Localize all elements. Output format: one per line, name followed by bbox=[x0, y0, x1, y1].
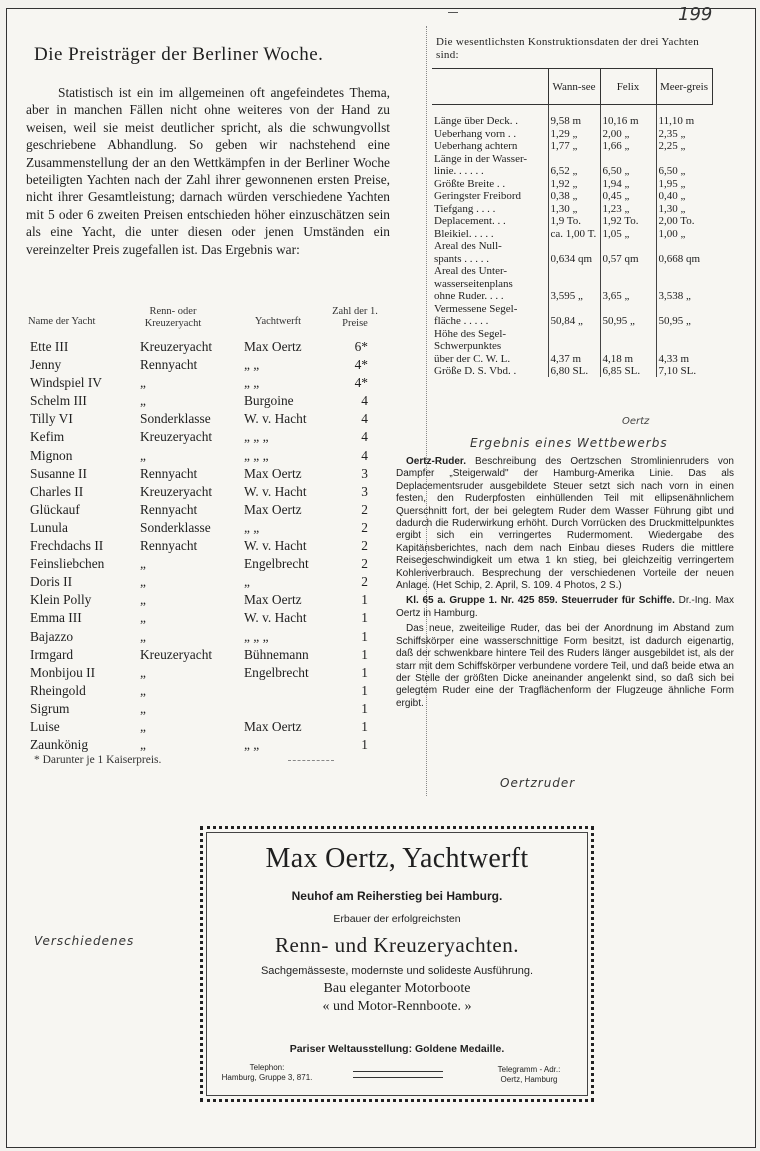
yacht-type: Kreuzeryacht bbox=[140, 646, 213, 662]
prize-count: 1 bbox=[361, 718, 368, 734]
construction-label: Deplacement. . . bbox=[434, 215, 506, 227]
prize-count: 2 bbox=[361, 501, 368, 517]
yacht-yard: „ „ „ bbox=[244, 429, 269, 445]
ad-title: Max Oertz, Yachtwerft bbox=[265, 843, 529, 874]
construction-label: ohne Ruder. . . . bbox=[434, 290, 504, 302]
yacht-yard: Max Oertz bbox=[244, 592, 302, 608]
prize-count: 1 bbox=[361, 628, 368, 644]
yacht-name: Mignon bbox=[30, 447, 73, 463]
construction-value: 6,50 „ bbox=[600, 165, 656, 178]
yacht-yard: „ „ bbox=[244, 519, 260, 535]
construction-value bbox=[548, 277, 600, 290]
yacht-type: „ bbox=[140, 556, 146, 572]
construction-value bbox=[656, 327, 712, 340]
yacht-type: „ bbox=[140, 610, 146, 626]
construction-value: 7,10 SL. bbox=[656, 365, 712, 378]
yacht-type: Kreuzeryacht bbox=[140, 429, 213, 445]
construction-value: 1,23 „ bbox=[600, 202, 656, 215]
yacht-type: Rennyacht bbox=[140, 357, 198, 373]
column-wannsee: Wann-see bbox=[548, 69, 600, 105]
abstract-title: Oertz-Ruder. bbox=[406, 456, 467, 467]
construction-label: Ueberhang achtern bbox=[434, 140, 518, 152]
yacht-yard: Max Oertz bbox=[244, 718, 302, 734]
construction-row bbox=[432, 115, 712, 128]
intro-text: Statistisch ist ein im allgemeinen oft angefeindetes Thema, aber in manchen Fällen nicht ohne weiteres von der Hand zu weisen, weil sie meist deutlicher spricht, als die schwungvollst geschriebene Abhandlung. So geben wir nachstehend eine Zusammenstellung der an den Wettkämpfen in der Berliner Woche beteiligten Yachten nach der Zahl ihrer gewonnenen ersten Preise, nicht ihrer Gesamtleistung; darnach würden verschiedene Yachten mit 5 oder 6 zweiten Preisen entschieden höher einzuschätzen sein als eine Yacht, die unter diesen oder jenen Umständen ein vereinzelter Preis zugefallen ist. Das Ergebnis war: bbox=[26, 85, 390, 257]
yacht-type: „ bbox=[140, 393, 146, 409]
construction-value: 1,29 „ bbox=[548, 127, 600, 140]
construction-value bbox=[656, 340, 712, 353]
yacht-yard: W. v. Hacht bbox=[244, 483, 307, 499]
construction-value bbox=[548, 240, 600, 253]
construction-row bbox=[432, 177, 712, 190]
prize-count: 4* bbox=[354, 375, 368, 391]
construction-label: Areal des Unter- bbox=[434, 265, 508, 277]
yacht-yard: Engelbrecht bbox=[244, 664, 309, 680]
construction-value: 0,38 „ bbox=[548, 190, 600, 203]
telegram-label: Telegramm - Adr.: bbox=[497, 1065, 561, 1074]
yacht-name: Kefim bbox=[30, 429, 65, 445]
construction-value: 3,65 „ bbox=[600, 290, 656, 303]
ranking-table bbox=[28, 339, 390, 755]
yacht-yard: W. v. Hacht bbox=[244, 538, 307, 554]
ranking-row bbox=[28, 429, 390, 447]
construction-value bbox=[600, 340, 656, 353]
construction-value: 2,00 To. bbox=[656, 215, 712, 228]
top-mark bbox=[448, 12, 458, 13]
abstract-oertz-ruder bbox=[396, 456, 734, 592]
ad-ornament-rule bbox=[353, 1071, 443, 1078]
intro-paragraph bbox=[26, 84, 390, 258]
construction-value: 6,85 SL. bbox=[600, 365, 656, 378]
yacht-yard: Bühnemann bbox=[244, 646, 309, 662]
ranking-row bbox=[28, 647, 390, 665]
construction-value: 0,45 „ bbox=[600, 190, 656, 203]
construction-row bbox=[432, 190, 712, 203]
construction-value: 1,30 „ bbox=[548, 202, 600, 215]
construction-value: 10,16 m bbox=[600, 115, 656, 128]
yacht-yard: Max Oertz bbox=[244, 339, 302, 354]
construction-row bbox=[432, 240, 712, 253]
construction-label: Vermessene Segel- bbox=[434, 302, 518, 315]
ranking-row bbox=[28, 592, 390, 610]
yacht-name: Luise bbox=[30, 718, 60, 734]
yacht-name: Lunula bbox=[30, 519, 68, 535]
construction-value bbox=[600, 302, 656, 315]
yacht-yard: Burgoine bbox=[244, 393, 294, 409]
ad-tagline: Sachgemässeste, modernste und solideste Ausführung. bbox=[260, 965, 534, 977]
construction-row bbox=[432, 215, 712, 228]
yacht-yard: Max Oertz bbox=[244, 465, 302, 481]
construction-value: 11,10 m bbox=[656, 115, 712, 128]
handwritten-verschiedenes: Verschiedenes bbox=[34, 934, 135, 948]
ad-builder: Erbauer der erfolgreichsten bbox=[333, 913, 461, 925]
construction-value bbox=[656, 277, 712, 290]
construction-value bbox=[548, 327, 600, 340]
prize-count: 1 bbox=[361, 664, 368, 680]
yacht-type: Kreuzeryacht bbox=[140, 483, 213, 499]
yacht-name: Bajazzo bbox=[30, 628, 74, 644]
ranking-row bbox=[28, 665, 390, 683]
construction-label: Höhe des Segel- bbox=[434, 327, 507, 340]
construction-label: Geringster Freibord bbox=[434, 190, 522, 202]
ranking-row bbox=[28, 520, 390, 538]
construction-row bbox=[432, 315, 712, 328]
construction-value bbox=[548, 265, 600, 278]
construction-value bbox=[656, 302, 712, 315]
construction-row bbox=[432, 165, 712, 178]
yacht-name: Zaunkönig bbox=[30, 737, 89, 753]
ranking-row bbox=[28, 701, 390, 719]
patent-inventor: Dr.-Ing. Max Oertz in Hamburg. bbox=[396, 595, 734, 619]
construction-value: 1,66 „ bbox=[600, 140, 656, 153]
ad-motorboats: Bau eleganter Motorboote bbox=[323, 981, 471, 996]
page-number: 199 bbox=[678, 4, 713, 25]
yacht-name: Doris II bbox=[30, 574, 73, 590]
construction-value: 3,595 „ bbox=[548, 290, 600, 303]
yacht-type: „ bbox=[140, 628, 146, 644]
prize-count: 2 bbox=[361, 574, 368, 590]
yacht-type: Sonderklasse bbox=[140, 519, 211, 535]
construction-value: 0,634 qm bbox=[548, 252, 600, 265]
telegram-value: Oertz, Hamburg bbox=[500, 1075, 558, 1084]
prize-count: 4 bbox=[361, 411, 368, 427]
table-note: Oertz bbox=[622, 416, 650, 427]
construction-label: Areal des Null- bbox=[434, 240, 502, 252]
ad-telephone bbox=[219, 1063, 315, 1083]
construction-value: 1,9 To. bbox=[548, 215, 600, 228]
construction-value: 50,95 „ bbox=[656, 315, 712, 328]
yacht-name: Ette III bbox=[30, 339, 69, 354]
yacht-name: Klein Polly bbox=[30, 592, 92, 608]
construction-value bbox=[656, 265, 712, 278]
construction-value: 4,18 m bbox=[600, 352, 656, 365]
prize-count: 2 bbox=[361, 556, 368, 572]
handwritten-ergebnis: Ergebnis eines Wettbewerbs bbox=[470, 436, 668, 450]
construction-label: Tiefgang . . . . bbox=[434, 202, 496, 215]
ranking-row bbox=[28, 574, 390, 592]
yacht-yard: W. v. Hacht bbox=[244, 411, 307, 427]
ranking-row bbox=[28, 610, 390, 628]
construction-row bbox=[432, 127, 712, 140]
yacht-name: Charles II bbox=[30, 483, 84, 499]
construction-label: Schwerpunktes bbox=[434, 340, 502, 352]
yacht-yard: „ „ „ bbox=[244, 628, 269, 644]
yacht-name: Rheingold bbox=[30, 682, 86, 698]
yacht-type: „ bbox=[140, 664, 146, 680]
prize-count: 2 bbox=[361, 519, 368, 535]
construction-label: Größte Breite . . bbox=[434, 177, 506, 190]
construction-row bbox=[432, 290, 712, 303]
tel-value: Hamburg, Gruppe 3, 871. bbox=[221, 1073, 313, 1082]
column-meergreis: Meer-greis bbox=[656, 69, 712, 105]
prize-count: 4 bbox=[361, 447, 368, 463]
yacht-type: Rennyacht bbox=[140, 465, 198, 481]
ad-medal: Pariser Weltausstellung: Goldene Medaille. bbox=[289, 1043, 505, 1055]
construction-value: 1,30 „ bbox=[656, 202, 712, 215]
yacht-name: Feinsliebchen bbox=[30, 556, 105, 572]
construction-label: Ueberhang vorn . . bbox=[434, 127, 517, 140]
ad-telegram bbox=[479, 1065, 579, 1085]
yacht-yard: „ „ bbox=[244, 737, 260, 753]
prize-count: 1 bbox=[361, 700, 368, 716]
construction-value: 9,58 m bbox=[548, 115, 600, 128]
construction-label: Größe D. S. Vbd. . bbox=[434, 365, 517, 377]
construction-value bbox=[548, 340, 600, 353]
handwritten-oertzruder: Oertzruder bbox=[500, 776, 576, 790]
ranking-row bbox=[28, 719, 390, 737]
yacht-type: Sonderklasse bbox=[140, 411, 211, 427]
yacht-name: Windspiel IV bbox=[30, 375, 102, 391]
construction-row bbox=[432, 265, 712, 278]
construction-row bbox=[432, 152, 712, 165]
yacht-yard: „ „ bbox=[244, 375, 260, 391]
prize-count: 1 bbox=[361, 682, 368, 698]
construction-value: 1,95 „ bbox=[656, 177, 712, 190]
footnote-rule bbox=[288, 760, 334, 761]
yacht-type: Kreuzeryacht bbox=[140, 339, 213, 354]
ranking-row bbox=[28, 538, 390, 556]
construction-value bbox=[600, 277, 656, 290]
construction-value: 50,95 „ bbox=[600, 315, 656, 328]
yacht-yard: „ „ bbox=[244, 357, 260, 373]
ranking-footnote: * Darunter je 1 Kaiserpreis. bbox=[34, 754, 162, 766]
ranking-row bbox=[28, 466, 390, 484]
ad-yachts: Renn- und Kreuzeryachten. bbox=[275, 933, 519, 957]
construction-label: Länge über Deck. . bbox=[434, 115, 518, 127]
tel-label: Telephon: bbox=[249, 1063, 285, 1072]
prize-count: 3 bbox=[361, 483, 368, 499]
construction-value: 1,05 „ bbox=[600, 227, 656, 240]
prize-count: 2 bbox=[361, 538, 368, 554]
construction-row bbox=[432, 340, 712, 353]
ranking-row bbox=[28, 502, 390, 520]
construction-value: 2,25 „ bbox=[656, 140, 712, 153]
ad-racing-motorboats: « und Motor-Rennboote. » bbox=[322, 999, 472, 1014]
yacht-type: Rennyacht bbox=[140, 538, 198, 554]
article-heading: Die Preisträger der Berliner Woche. bbox=[34, 44, 324, 65]
construction-label: über der C. W. L. bbox=[434, 352, 511, 365]
yacht-type: „ bbox=[140, 574, 146, 590]
yacht-yard: Engelbrecht bbox=[244, 556, 309, 572]
patent-description: Das neue, zweiteilige Ruder, das bei der Anordnung im Abstand zum Schiffskörper eine wasserschnittige Form besitzt, ist dadurch eigenartig, daß der schwenkbare hintere Teil des Ruders länger ausgebildet ist, als der starr mit dem Schiffskörper verbundene vordere Teil, und daß beide etwa an der Stelle der größten Dicke aneinander angelenkt sind, so daß sich bei gelegtem Ruder eine der Tragflächenform der Flugzeuge ähnliche Form ergibt. bbox=[396, 623, 734, 709]
construction-value: 0,57 qm bbox=[600, 252, 656, 265]
construction-row bbox=[432, 327, 712, 340]
yacht-yard: „ „ „ bbox=[244, 447, 269, 463]
yacht-name: Irmgard bbox=[30, 646, 74, 662]
construction-value: 4,37 m bbox=[548, 352, 600, 365]
yacht-type: „ bbox=[140, 700, 146, 716]
construction-value: 3,538 „ bbox=[656, 290, 712, 303]
construction-value bbox=[656, 152, 712, 165]
construction-value: 2,35 „ bbox=[656, 127, 712, 140]
spacer-row bbox=[432, 105, 712, 115]
construction-label: Bleikiel. . . . . bbox=[434, 227, 494, 240]
yacht-name: Jenny bbox=[30, 357, 62, 373]
patent-entry bbox=[396, 595, 734, 620]
prize-count: 3 bbox=[361, 465, 368, 481]
construction-value bbox=[600, 265, 656, 278]
yacht-type: „ bbox=[140, 718, 146, 734]
construction-value: 50,84 „ bbox=[548, 315, 600, 328]
construction-row bbox=[432, 365, 712, 378]
construction-row bbox=[432, 140, 712, 153]
construction-corner bbox=[432, 69, 548, 105]
header-yard: Yachtwerft bbox=[254, 316, 302, 327]
construction-table bbox=[432, 68, 713, 377]
prize-count: 1 bbox=[361, 737, 368, 753]
header-prizes: Zahl der 1. Preise bbox=[332, 306, 378, 329]
yacht-name: Tilly VI bbox=[30, 411, 73, 427]
construction-row bbox=[432, 302, 712, 315]
ranking-row bbox=[28, 556, 390, 574]
construction-label: linie. . . . . . bbox=[434, 165, 484, 177]
yacht-name: Monbijou II bbox=[30, 664, 96, 680]
construction-label: Länge in der Wasser- bbox=[434, 152, 528, 165]
construction-value: 4,33 m bbox=[656, 352, 712, 365]
ad-location: Neuhof am Reiherstieg bei Hamburg. bbox=[291, 889, 503, 903]
ranking-row bbox=[28, 375, 390, 393]
yacht-type: Rennyacht bbox=[140, 501, 198, 517]
construction-value: 2,00 „ bbox=[600, 127, 656, 140]
ranking-row bbox=[28, 484, 390, 502]
construction-row bbox=[432, 252, 712, 265]
yacht-type: „ bbox=[140, 375, 146, 391]
prize-count: 6* bbox=[354, 339, 368, 354]
construction-value: 1,77 „ bbox=[548, 140, 600, 153]
yacht-type: „ bbox=[140, 592, 146, 608]
construction-value: 1,94 „ bbox=[600, 177, 656, 190]
ranking-row bbox=[28, 629, 390, 647]
construction-row bbox=[432, 202, 712, 215]
construction-value: 0,668 qm bbox=[656, 252, 712, 265]
construction-value bbox=[548, 302, 600, 315]
construction-value: 0,40 „ bbox=[656, 190, 712, 203]
prize-count: 1 bbox=[361, 610, 368, 626]
header-name: Name der Yacht bbox=[28, 316, 96, 327]
column-felix: Felix bbox=[600, 69, 656, 105]
yacht-name: Frechdachs II bbox=[30, 538, 104, 554]
construction-value: 1,92 To. bbox=[600, 215, 656, 228]
patent-title: Kl. 65 a. Gruppe 1. Nr. 425 859. Steuerruder für Schiffe. bbox=[406, 595, 675, 607]
yacht-name: Glückauf bbox=[30, 501, 80, 517]
yacht-yard: W. v. Hacht bbox=[244, 610, 307, 626]
yacht-name: Sigrum bbox=[30, 700, 70, 716]
yacht-name: Schelm III bbox=[30, 393, 87, 409]
ranking-row bbox=[28, 683, 390, 701]
ranking-row bbox=[28, 737, 390, 755]
construction-value: ca. 1,00 T. bbox=[548, 227, 600, 240]
prize-count: 1 bbox=[361, 592, 368, 608]
construction-row bbox=[432, 277, 712, 290]
ranking-row bbox=[28, 411, 390, 429]
construction-value: 6,52 „ bbox=[548, 165, 600, 178]
construction-value: 1,00 „ bbox=[656, 227, 712, 240]
prize-count: 4 bbox=[361, 429, 368, 445]
construction-value bbox=[600, 240, 656, 253]
construction-label: fläche . . . . . bbox=[434, 315, 489, 327]
prize-count: 1 bbox=[361, 646, 368, 662]
ranking-row bbox=[28, 393, 390, 411]
yacht-yard: Max Oertz bbox=[244, 501, 302, 517]
yacht-type: „ bbox=[140, 682, 146, 698]
yacht-yard: „ bbox=[244, 574, 250, 590]
patent-abstracts bbox=[396, 456, 734, 713]
yacht-name: Emma III bbox=[30, 610, 82, 626]
construction-value: 6,80 SL. bbox=[548, 365, 600, 378]
ranking-row bbox=[28, 357, 390, 375]
ranking-row bbox=[28, 339, 390, 357]
construction-row bbox=[432, 227, 712, 240]
prize-count: 4 bbox=[361, 393, 368, 409]
construction-value: 6,50 „ bbox=[656, 165, 712, 178]
yacht-type: „ bbox=[140, 737, 146, 753]
construction-row bbox=[432, 352, 712, 365]
yacht-name: Susanne II bbox=[30, 465, 87, 481]
construction-value bbox=[548, 152, 600, 165]
construction-value: 1,92 „ bbox=[548, 177, 600, 190]
header-type: Renn- oder Kreuzeryacht bbox=[144, 306, 202, 329]
advertisement bbox=[200, 826, 594, 1102]
construction-value bbox=[600, 152, 656, 165]
construction-value bbox=[600, 327, 656, 340]
construction-value bbox=[656, 240, 712, 253]
construction-label: wasserseitenplans bbox=[434, 277, 513, 290]
construction-label: spants . . . . . bbox=[434, 252, 489, 265]
construction-caption: Die wesentlichsten Konstruktionsdaten der drei Yachten sind: bbox=[436, 36, 700, 61]
ranking-row bbox=[28, 448, 390, 466]
prize-count: 4* bbox=[354, 357, 368, 373]
abstract-text: Beschreibung des Oertzschen Stromlinienruders von Dampfer „Steigerwald" der Hamburg-Amerika Linie. Das als Deplacementsruder ausgebildete Steuer setzt sich nach vorn in einen festen, den Ruderpfosten einhüllenden Teil mit ellipsenähnlichem Querschnitt fort, der bei gelegtem Ruder dem Wasser Führung gibt und dadurch die Ruderwirkung erhöht. Durch Vorrücken des Druckmittelpunktes ergibt sich ein verringertes Rudermoment. Wiedergabe des Kapitänsberichtes, nach dem nach Einbau dieses Ruders die mittlere Reisegeschwindigkeit um etwa 1 kn stieg, bei gleichzeitig verringertem Kohlenverbrauch. Besprechung der verschiedenen Vorteile der neuen Anlage. (Het Schip, 2. April, S. 109. 4 Photos, 2 S.) bbox=[396, 456, 734, 592]
yacht-type: „ bbox=[140, 447, 146, 463]
